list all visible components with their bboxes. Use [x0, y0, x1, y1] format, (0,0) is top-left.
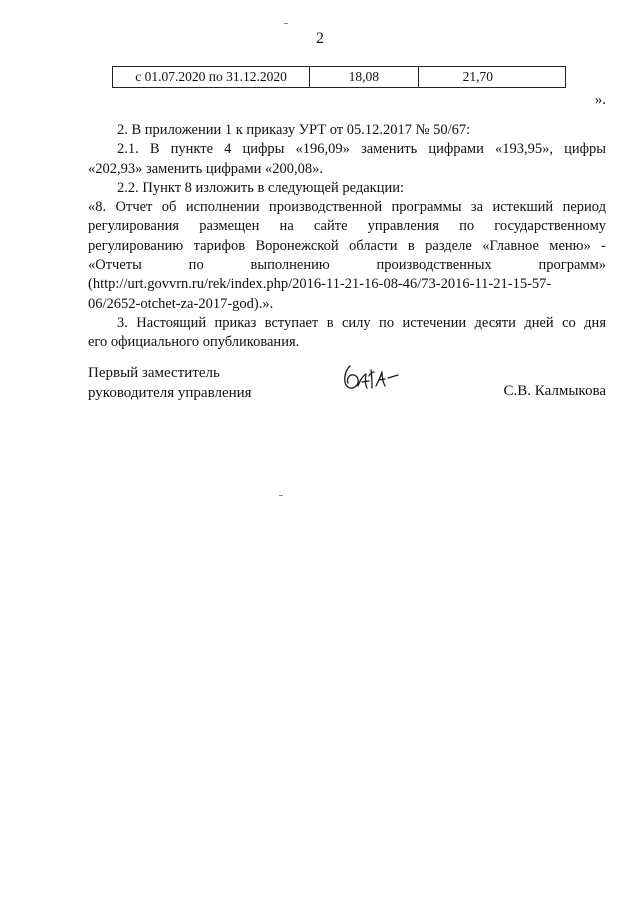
paragraph: регулирования размещен на сайте управления по государственному [88, 218, 606, 235]
paragraph: 2. В приложении 1 к приказу УРТ от 05.12.2017 № 50/67: [117, 122, 471, 138]
paragraph: 2.1. В пункте 4 цифры «196,09» заменить цифрами «193,95», цифры [117, 141, 606, 158]
signatory-name: С.В. Калмыкова [503, 383, 606, 399]
paragraph: 2.2. Пункт 8 изложить в следующей редакции: [117, 179, 405, 196]
paragraph: 06/2652-otchet-za-2017-god).». [88, 295, 274, 312]
table-row [113, 67, 566, 88]
paragraph: «8. Отчет об исполнении производственной программы за истекший период [88, 199, 606, 216]
paragraph: 3. Настоящий приказ вступает в силу по истечении десяти дней со дня [117, 314, 606, 331]
order-body [88, 121, 606, 353]
signatory-title [88, 364, 252, 403]
table-cell-value2: 21,70 [418, 67, 565, 88]
paragraph: регулированию тарифов Воронежской области в разделе «Главное меню» - [88, 237, 606, 254]
scan-speck [279, 495, 283, 496]
paragraph: (http://urt.govvrn.ru/rek/index.php/2016-11-21-16-08-46/73-2016-11-21-15-57- [88, 276, 552, 293]
page-number: 2 [316, 30, 324, 47]
signatory-title-line: Первый заместитель [88, 365, 220, 381]
paragraph: «202,93» заменить цифрами «200,08». [88, 160, 324, 177]
paragraph: «Отчеты по выполнению производственных программ» [88, 257, 606, 274]
table-cell-period: с 01.07.2020 по 31.12.2020 [113, 67, 310, 88]
quote-end-mark: ». [594, 92, 606, 108]
tariff-table [112, 66, 566, 88]
handwritten-signature [336, 360, 406, 400]
scan-speck [284, 23, 288, 24]
signatory-title-line: руководителя управления [88, 384, 252, 401]
paragraph: его официального опубликования. [88, 334, 300, 351]
table-cell-value1: 18,08 [310, 67, 419, 88]
